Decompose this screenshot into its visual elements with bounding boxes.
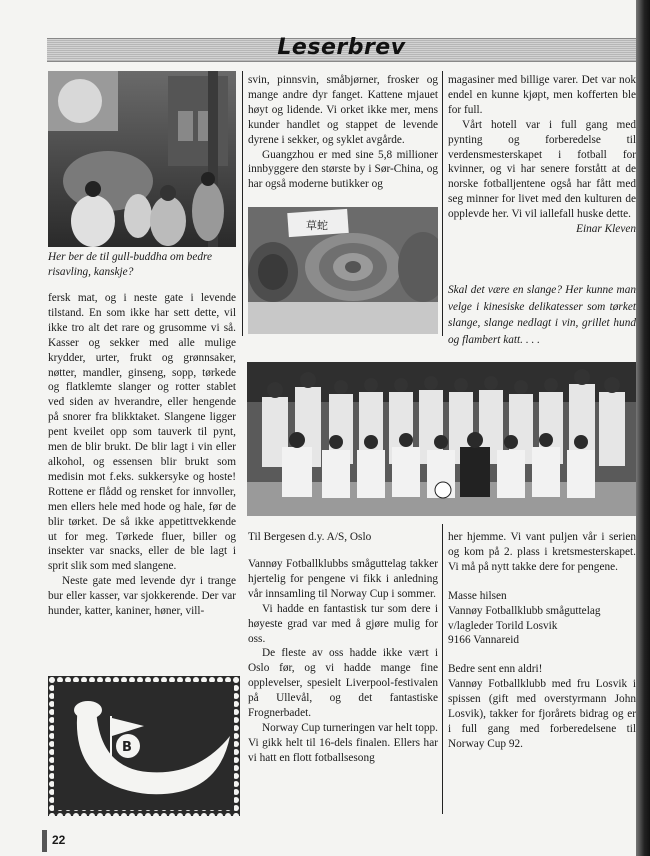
closing-line: 9166 Vannareid — [448, 634, 520, 647]
closing-line: Vannøy Fotballklubb småguttelag — [448, 604, 601, 617]
section-header — [47, 35, 636, 62]
paragraph: magasiner med billige varer. Det var nok endel en kunne kjøpt, men kofferten ble for full. — [448, 74, 636, 116]
paragraph: Vannøy Fotballklubbs småguttelag takker hjertelig for pengene vi fikk i anledning vår innsamling til Norway Cup i sommer. — [248, 558, 438, 600]
paragraph: Norway Cup turneringen var helt topp. Vi gikk helt til 16-dels finalen. Ellers har vi hatt en flott fotballsesong — [248, 721, 438, 764]
price-label: 草蛇 — [306, 219, 328, 232]
football-team-photo — [247, 362, 636, 516]
letter-column-a — [248, 557, 438, 766]
column-divider — [442, 71, 443, 336]
paragraph: Guangzhou er med sine 5,8 millioner innbyggere den største by i Sør-China, og har også moderne butikker og — [248, 148, 438, 191]
svg-text:B: B — [122, 740, 132, 755]
article-column-right — [448, 73, 636, 237]
paragraph: Neste gate med levende dyr i trange bur eller kasser, var sjokkerende. Der var hunder, katter, kaniner, høner, vill- — [48, 575, 236, 618]
section-title: Leserbrev — [277, 35, 406, 60]
paragraph: Vannøy Fotballklubb med fru Losvik i spissen (gift med overstyrmann John Losvik), takker for fjorårets bidrag og er i full gang med forberedelsene til Norway Cup 92. — [448, 678, 636, 750]
closing-line: Masse hilsen — [448, 589, 507, 602]
closing-line: v/lagleder Torild Losvik — [448, 619, 558, 632]
column-divider — [442, 524, 443, 814]
paragraph: Vi hadde en fantastisk tur som dere i høyeste grad var med å gjøre mulig for oss. — [248, 602, 438, 645]
page-edge-shadow — [636, 0, 650, 856]
ps-title: Bedre sent enn aldri! — [448, 663, 543, 676]
paragraph: svin, pinnsvin, småbjørner, frosker og mange andre dyr fanget. Kattene mjauet høyt og lidende. Vi orket ikke mer, mens kunder handlet og stappet de levende dyrene i sekker, og syklet avgårde. — [248, 74, 438, 146]
paragraph: her hjemme. Vi vant puljen vår i serien og kom på 2. plass i kretsmesterskapet. Vi må på nytt takke dere for pengene. — [448, 531, 636, 573]
article-column-left — [48, 291, 236, 619]
paragraph: De fleste av oss hadde ikke vært i Oslo før, og vi hadde mange fine opplevelser, spesielt Liverpool-festivalen på Ullevål, og det fantastiske Frognerbadet. — [248, 647, 438, 720]
snake-photo-caption: Skal det være en slange? Her kunne man velge i kinesiske delikatesser som tørket slange, slange nedlagt i vin, grillet hund og flambert katt. . . . — [448, 284, 636, 346]
paragraph: fersk mat, og i neste gate i levende tilstand. En som ikke har sett dette, vil ikke tro alt det rare og grusomme vi så. Kasser og sekker med alle mulige krydder, urter, frukt og grønnsaker, nøtter, mandler, ginseng, sopp, tørkede og flatklemte slanger og rotter stablet ved siden av hverandre, eller hengende på snorer fra blikktaket. Slangene ligger pent kveilet opp som tauverk til pynt, men de blir brukt. De blir lagt i vin eller alkohol, og essensen blir brukt som medisin mot f.eks. sukkersyke og hoste! Rottene er flådd og rensket for innvoller, men ellers hele med hode og hale, før de blir tørket. De så ikke appetittvekkende ut for meg. Tørkede fluer, biller og insekter var snacks, eller de ble lagt i sprit slik som med slangene. — [48, 292, 236, 573]
temple-photo-caption: Her ber de til gull-buddha om bedre risavling, kanskje? — [48, 251, 212, 278]
article-column-middle — [248, 73, 438, 192]
temple-photo — [48, 71, 236, 247]
author-signature: Einar Kleven — [576, 223, 636, 236]
letter-addressee: Til Bergesen d.y. A/S, Oslo — [248, 531, 372, 543]
page-number-marker — [42, 830, 47, 852]
snake-photo — [248, 207, 438, 334]
column-divider — [242, 71, 243, 336]
letter-column-b — [448, 530, 636, 752]
bergesen-stamp-logo — [48, 676, 240, 816]
paragraph: Vårt hotell var i full gang med pynting og forberedelse til verdensmesterskapet i fotball for kvinner, og vi har senere forstått at de norske fotballjentene også har fått med seg minner for livet med den kulturen de opplevde her. Vi vil iallefall huske dette. — [448, 118, 636, 221]
page-number: 22 — [52, 833, 66, 847]
